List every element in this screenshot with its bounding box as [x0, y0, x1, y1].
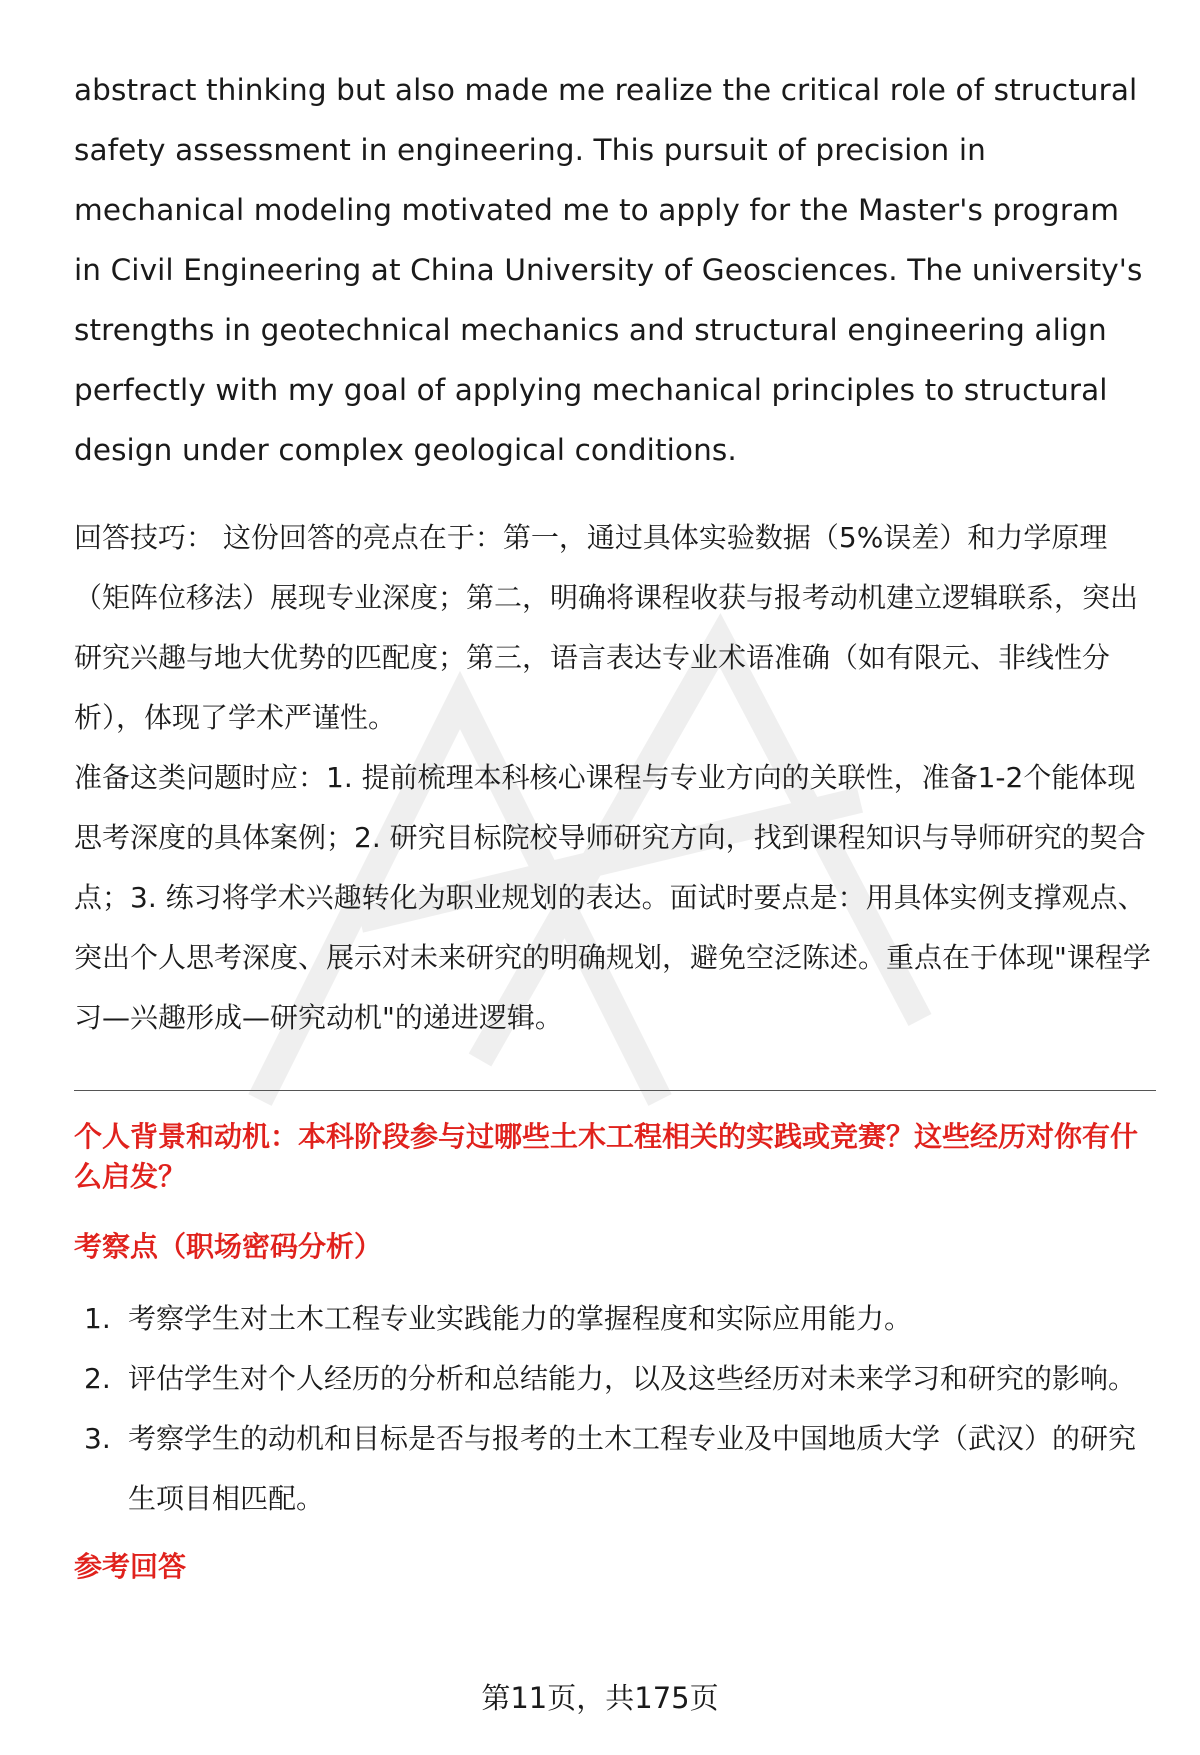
question-title: 个人背景和动机：本科阶段参与过哪些土木工程相关的实践或竞赛？这些经历对你有什么启发？ — [74, 1120, 1139, 1193]
assessment-heading: 考察点（职场密码分析） — [74, 1230, 383, 1263]
page-number-footer: 第11页，共175页 — [481, 1681, 719, 1715]
assessment-point — [74, 1289, 1154, 1349]
assessment-point — [74, 1409, 1154, 1529]
english-answer-paragraph: abstract thinking but also made me realize the critical role of structural safety assessment in engineering. This pursuit of precision in mechanical modeling motivated me to apply for the Master's program in Civil Engineering at China University of Geosciences. The university's strengths in geotechnical mechanics and structural engineering align perfectly with my goal of applying mechanical principles to structural design under complex geological conditions. — [74, 73, 1143, 467]
point-text: 评估学生对个人经历的分析和总结能力，以及这些经历对未来学习和研究的影响。 — [128, 1362, 1137, 1395]
assessment-points-list — [74, 1289, 1154, 1529]
preparation-paragraph: 准备这类问题时应：1. 提前梳理本科核心课程与专业方向的关联性，准备1-2个能体现思考深度的具体案例；2. 研究目标院校导师研究方向，找到课程知识与导师研究的契合点；3. 练习将学术兴趣转化为职业规划的表达。面试时要点是：用具体实例支撑观点、突出个人思考深度、展示对未来研究的明确规划，避免空泛陈述。重点在于体现"课程学习—兴趣形成—研究动机"的递进逻辑。 — [74, 761, 1151, 1034]
point-number: 2. — [84, 1362, 111, 1395]
point-number: 3. — [84, 1422, 111, 1455]
document-page — [74, 60, 1154, 1587]
point-number: 1. — [84, 1302, 111, 1335]
assessment-point — [74, 1349, 1154, 1409]
commentary-block — [74, 508, 1154, 1048]
point-text: 考察学生对土木工程专业实践能力的掌握程度和实际应用能力。 — [128, 1302, 913, 1335]
reference-answer-heading: 参考回答 — [74, 1550, 187, 1583]
section-divider — [74, 1090, 1156, 1091]
point-text: 考察学生的动机和目标是否与报考的土木工程专业及中国地质大学（武汉）的研究生项目相匹配。 — [128, 1422, 1137, 1515]
answer-tips-paragraph: 回答技巧： 这份回答的亮点在于：第一，通过具体实验数据（5%误差）和力学原理（矩阵位移法）展现专业深度；第二，明确将课程收获与报考动机建立逻辑联系，突出研究兴趣与地大优势的匹配度；第三，语言表达专业术语准确（如有限元、非线性分析），体现了学术严谨性。 — [74, 521, 1139, 734]
